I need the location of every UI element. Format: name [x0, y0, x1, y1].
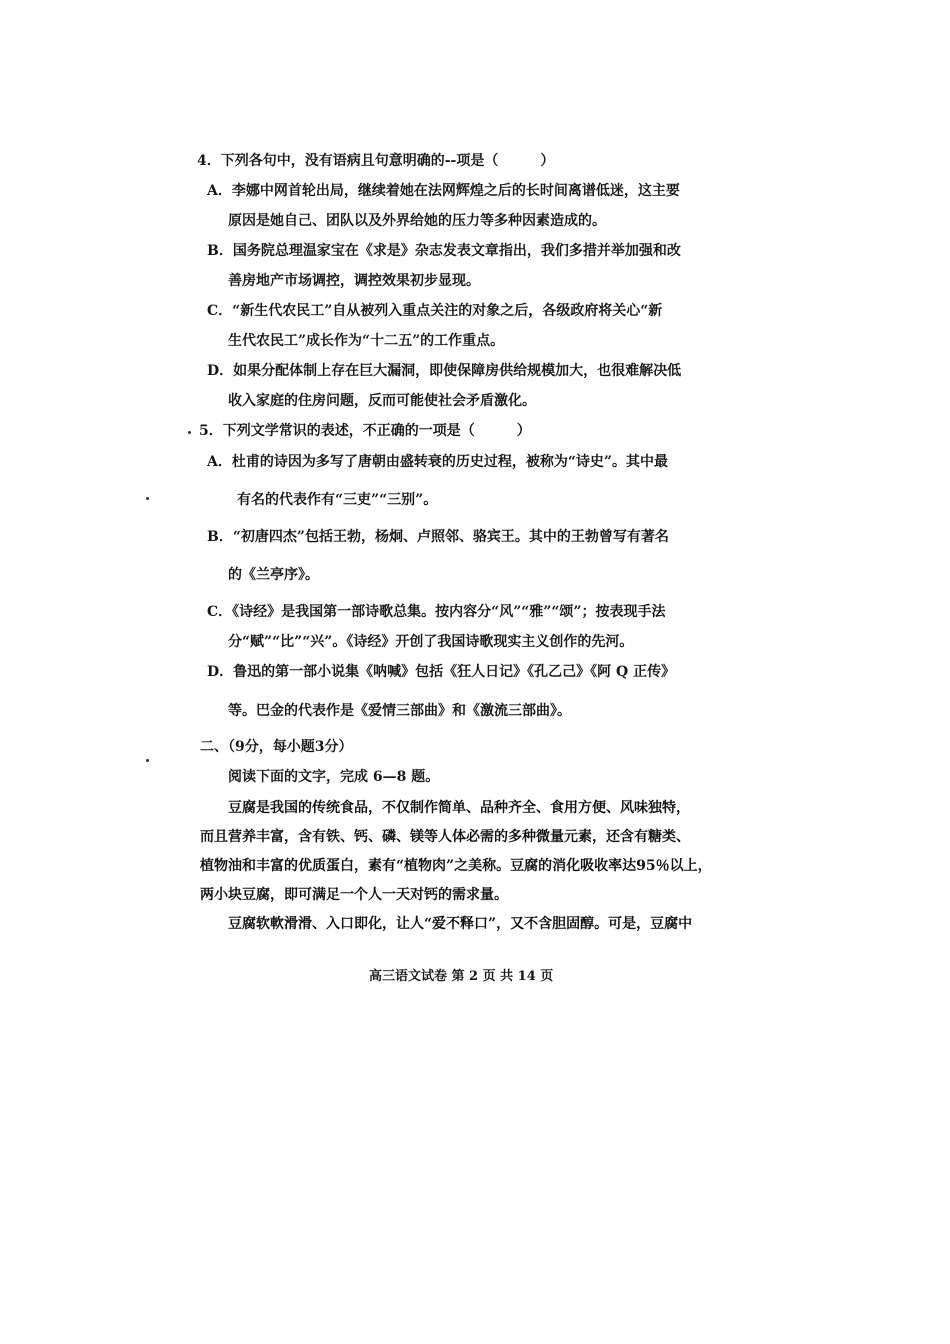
question-5-option-d: D．鲁迅的第一部小说集《呐喊》包括《狂人日记》《孔乙己》《阿 Q 正传》 [207, 664, 676, 680]
scan-speck [188, 431, 191, 434]
passage-line-3: 植物油和丰富的优质蛋白，素有“植物肉”之美称。豆腐的消化吸收率达95％以上， [200, 858, 712, 874]
question-5-option-b-cont: 的《兰亭序》。 [228, 567, 319, 583]
question-4-option-a: A．李娜中网首轮出局，继续着她在法网辉煌之后的长时间离谱低迷，这主要 [207, 183, 680, 199]
scan-speck [146, 497, 149, 500]
question-4-option-b-cont: 善房地产市场调控，调控效果初步显现。 [228, 273, 480, 289]
question-4-stem: 4．下列各句中，没有语病且句意明确的--项是（ ） [197, 153, 555, 169]
passage-line-5: 豆腐软軟滑滑、入口即化，让人“爱不释口”，又不含胆固醇。可是，豆腐中 [228, 916, 693, 932]
question-4-option-d: D．如果分配体制上存在巨大漏洞，即使保障房供给规模加大，也很难解决低 [207, 363, 682, 379]
passage-line-4: 两小块豆腐，即可满足一个人一天对钙的需求量。 [200, 887, 508, 903]
scan-speck [146, 759, 149, 762]
section-2-instruction: 阅读下面的文字，完成 6—8 题。 [228, 769, 440, 785]
question-5-option-b: B．“初唐四杰”包括王勃，杨炯、卢照邻、骆宾王。其中的王勃曾写有著名 [207, 529, 669, 545]
section-2-heading: 二、（9分，每小题3分） [200, 739, 353, 755]
page-footer: 高三语文试卷 第 2 页 共 14 页 [369, 969, 554, 984]
question-5-option-a-cont: 有名的代表作有“三吏”“三别”。 [237, 492, 438, 508]
question-4-option-c-cont: 生代农民工”成长作为“十二五”的工作重点。 [228, 333, 505, 349]
question-5-option-d-cont: 等。巴金的代表作是《爱情三部曲》和《激流三部曲》。 [228, 703, 571, 719]
question-4-option-d-cont: 收入家庭的住房问题，反而可能使社会矛盾激化。 [228, 393, 536, 409]
passage-line-1: 豆腐是我国的传统食品，不仅制作简单、品种齐全、食用方便、风味独特， [228, 800, 690, 816]
question-4-option-a-cont: 原因是她自己、团队以及外界给她的压力等多种因素造成的。 [228, 213, 606, 229]
question-4-option-b: B．国务院总理温家宝在《求是》杂志发表文章指出，我们多措并举加强和改 [207, 243, 681, 259]
question-5-option-a: A．杜甫的诗因为多写了唐朝由盛转衰的历史过程，被称为“诗史”。其中最 [207, 454, 668, 470]
question-5-option-c-cont: 分“赋”“比”“兴”。《诗经》开创了我国诗歌现实主义创作的先河。 [228, 634, 634, 650]
question-5-stem: 5．下列文学常识的表述，不正确的一项是（ ） [199, 423, 531, 439]
passage-line-2: 而且营养丰富，含有铁、钙、磷、镁等人体必需的多种微量元素，还含有糖类、 [200, 829, 690, 845]
question-5-option-c: C．《诗经》是我国第一部诗歌总集。按内容分“风”“雅”“颂”；按表现手法 [207, 604, 666, 620]
question-4-option-c: C．“新生代农民工”自从被列入重点关注的对象之后，各级政府将关心“新 [207, 303, 663, 319]
